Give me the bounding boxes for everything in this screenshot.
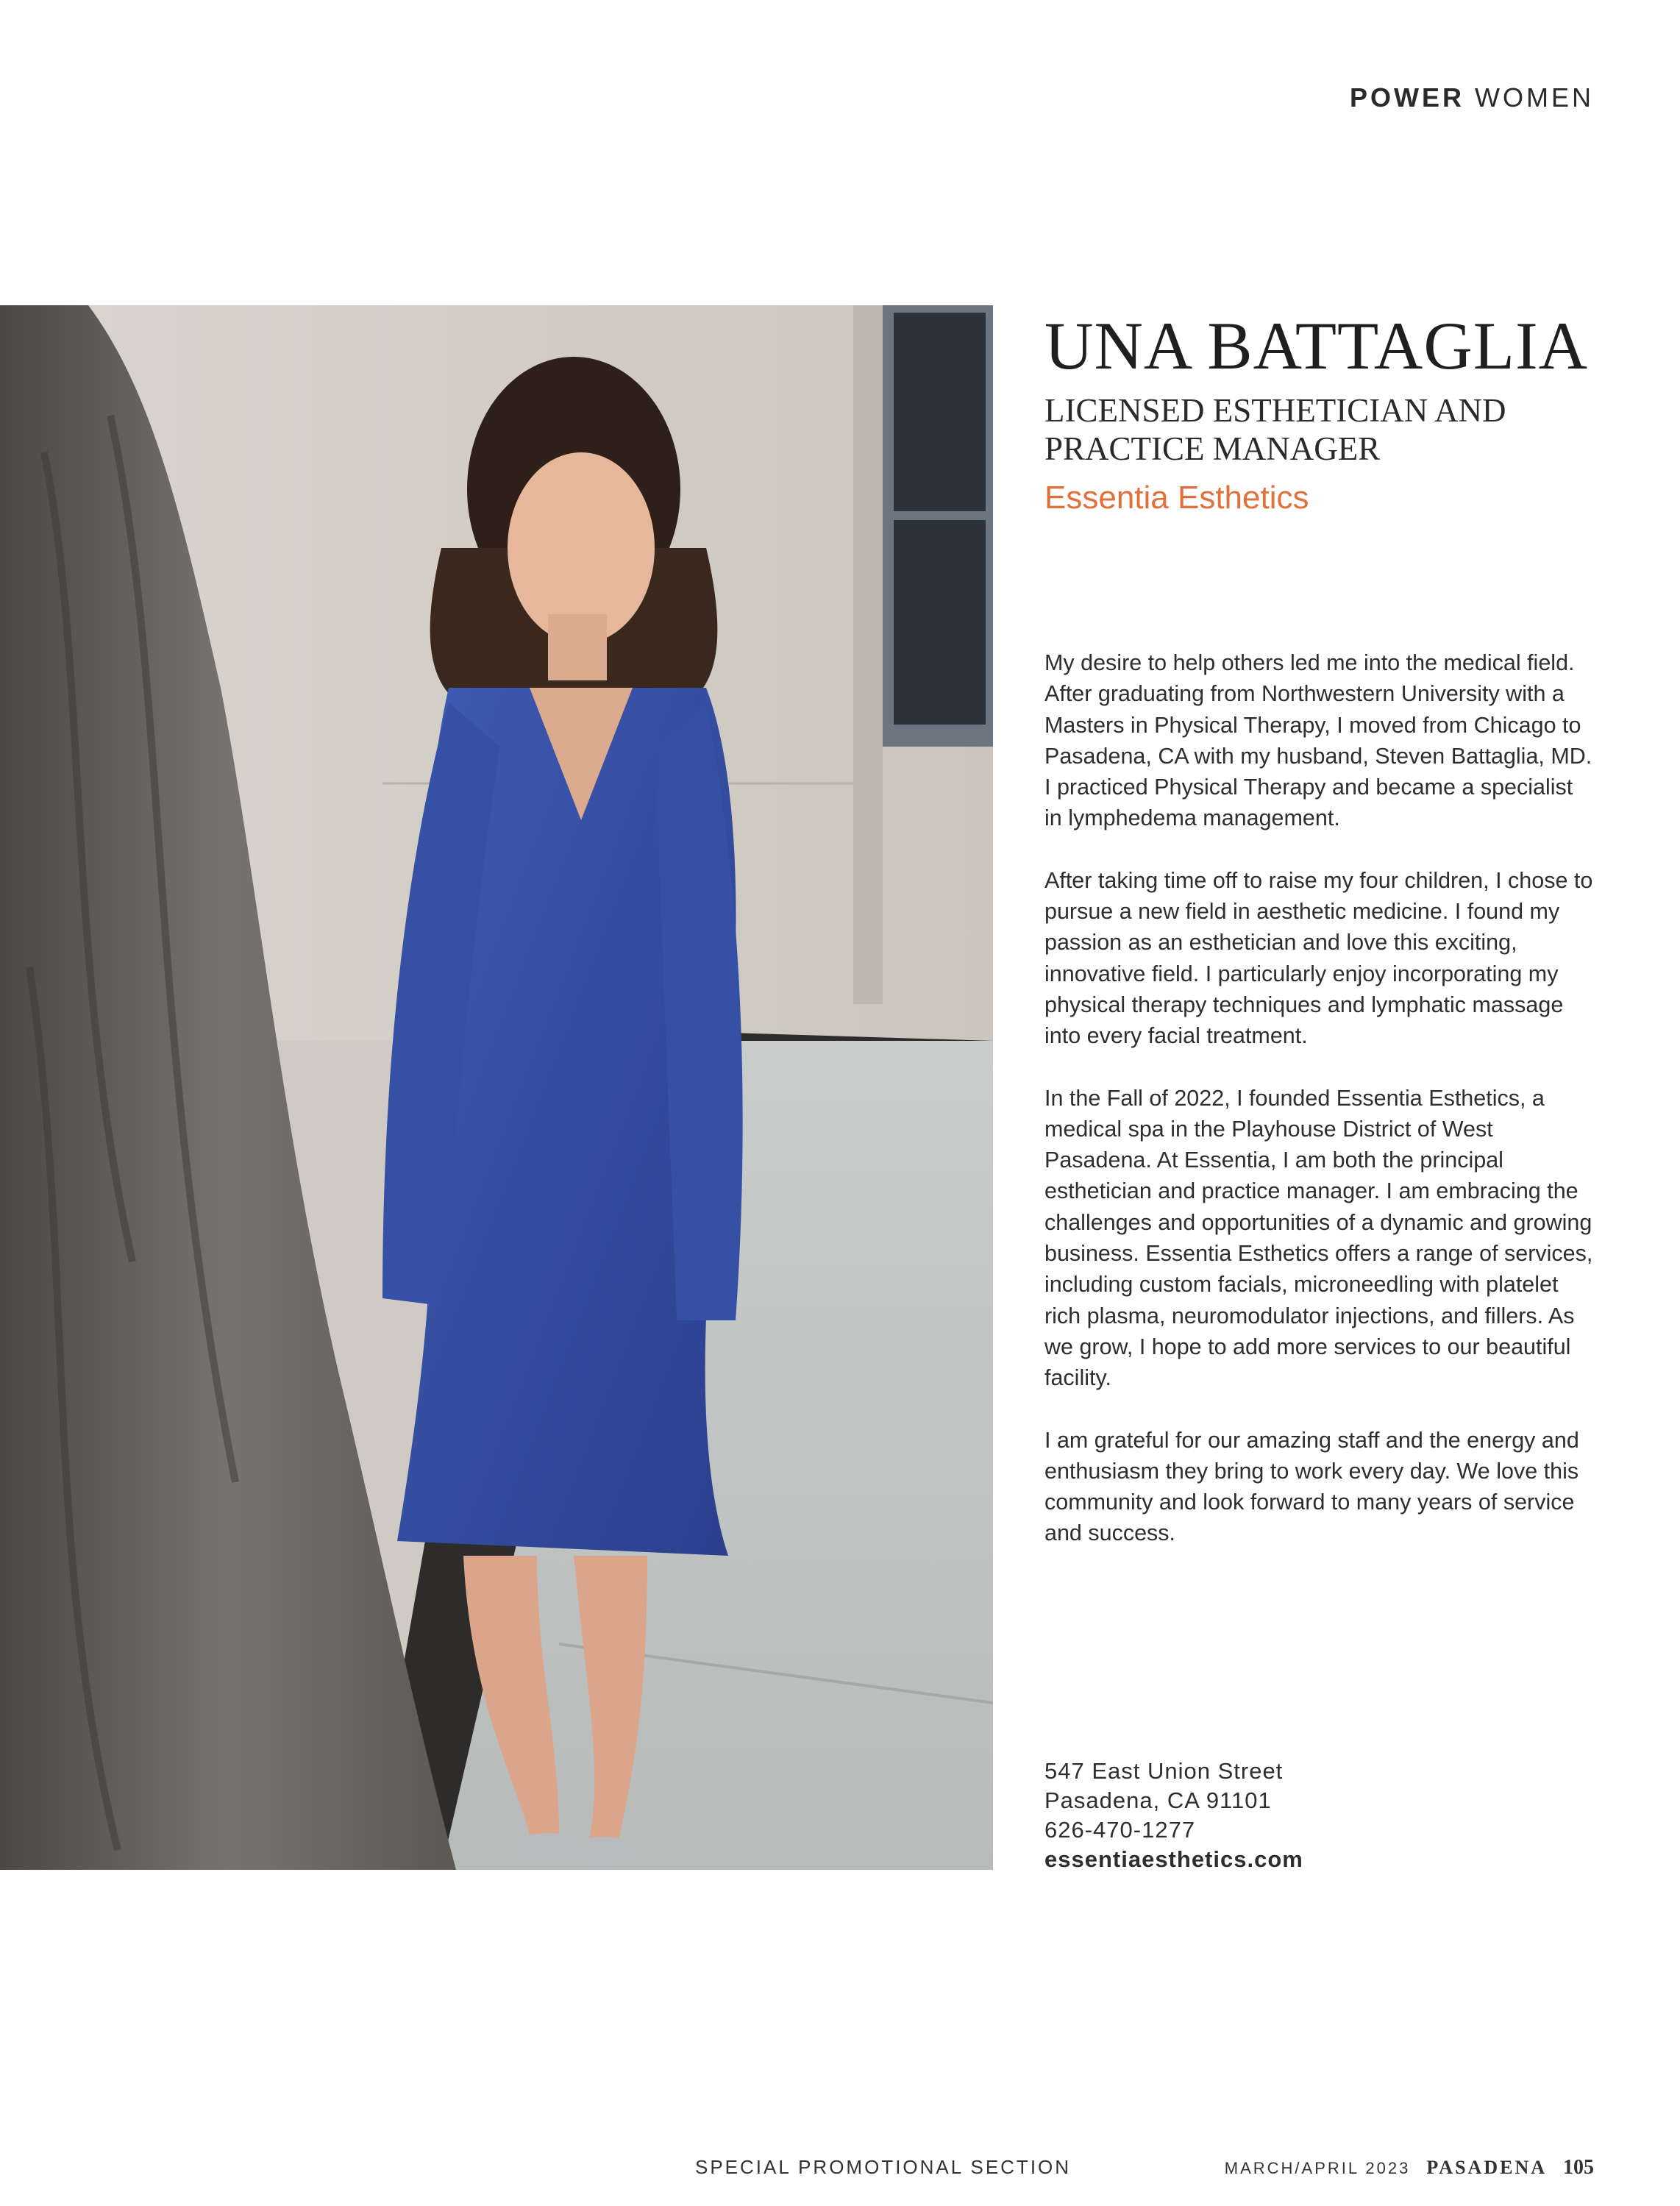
footer-folio [1225, 2156, 1594, 2180]
bio-paragraph-1: My desire to help others led me into the medical field. After graduating from Northwestern University with a Masters in Physical Therapy, I moved from Chicago to Pasadena, CA with my husband, Steven Battaglia, MD. I practiced Physical Therapy and became a specialist in lymphedema management. [1044, 650, 1592, 831]
company-name: Essentia Esthetics [1044, 480, 1309, 516]
profile-title-line2: PRACTICE MANAGER [1044, 430, 1381, 467]
contact-phone: 626-470-1277 [1044, 1817, 1196, 1843]
contact-city: Pasadena, CA 91101 [1044, 1787, 1272, 1813]
section-header-bold: POWER [1349, 82, 1464, 113]
profile-title [1044, 391, 1596, 468]
contact-street: 547 East Union Street [1044, 1758, 1284, 1784]
contact-block [1044, 1757, 1596, 1874]
section-header [1350, 82, 1594, 113]
profile-name: UNA BATTAGLIA [1044, 308, 1589, 383]
footer-section-label: SPECIAL PROMOTIONAL SECTION [695, 2156, 1072, 2178]
bio-paragraph-3: In the Fall of 2022, I founded Essentia Esthetics, a medical spa in the Playhouse District of West Pasadena. At Essentia, I am both the principal esthetician and practice manager. I am embracing the challenges and opportunities of a dynamic and growing business. Essentia Esthetics offers a range of services, including custom facials, microneedling with platelet rich plasma, neuromodulator injections, and fillers. As we grow, I hope to add more services to our beautiful facility. [1044, 1085, 1593, 1391]
bio-text [1044, 647, 1596, 1580]
footer-date: MARCH/APRIL 2023 [1224, 2159, 1411, 2177]
profile-title-line1: LICENSED ESTHETICIAN AND [1044, 392, 1506, 429]
contact-website: essentiaesthetics.com [1044, 1846, 1303, 1872]
page-number: 105 [1563, 2156, 1594, 2179]
footer-magazine: PASADENA [1426, 2157, 1547, 2178]
bio-paragraph-4: I am grateful for our amazing staff and the energy and enthusiasm they bring to work every day. We love this community and look forward to many years of service and success. [1044, 1427, 1579, 1546]
bio-paragraph-2: After taking time off to raise my four children, I chose to pursue a new field in aesthetic medicine. I found my passion as an esthetician and love this exciting, innovative field. I particularly enjoy incorporating my physical therapy techniques and lymphatic massage into every facial treatment. [1044, 867, 1593, 1049]
section-header-regular: WOMEN [1475, 82, 1594, 113]
portrait-photo [0, 305, 993, 1870]
